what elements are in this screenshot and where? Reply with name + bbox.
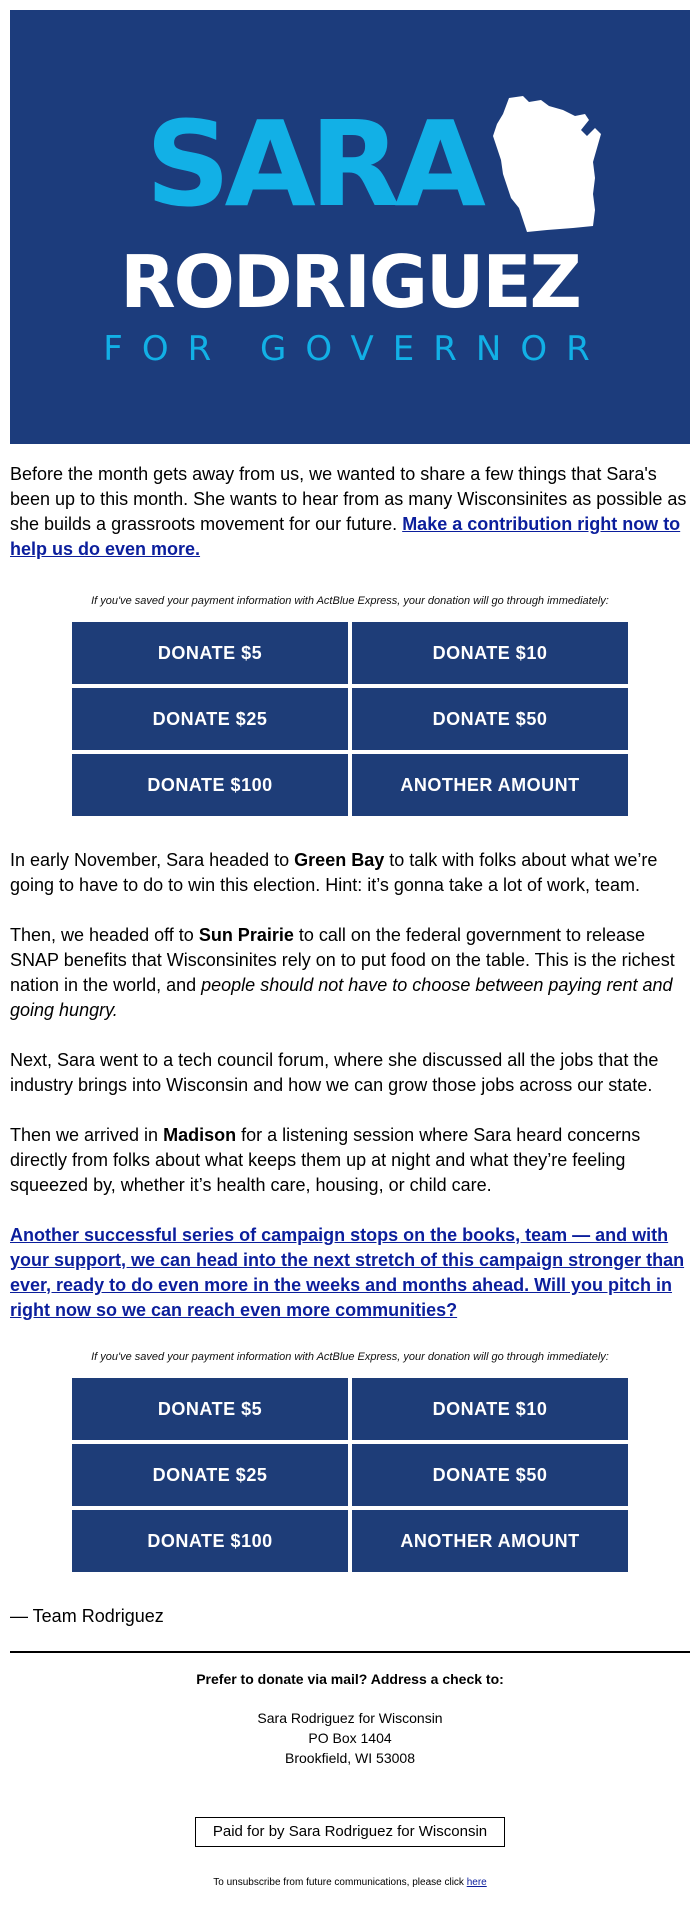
contribute-link[interactable]: Make a contribution right now to help us do even more. (10, 514, 681, 559)
mail-address-line2: PO Box 1404 (308, 1730, 392, 1746)
logo-last-name: RODRIGUEZ (120, 240, 580, 324)
pitch-in-link[interactable]: Another successful series of campaign stops on the books, team — and with your support, we can head into the next stretch of this campaign stronger than ever, ready to do even more in the weeks and months ahead. Will you pitch in right now so we can reach even more communities? (10, 1225, 685, 1320)
donate-25-button[interactable]: DONATE $25 (72, 688, 348, 750)
madison-pre: Then we arrived in (10, 1125, 164, 1145)
donate-50-button[interactable]: DONATE $50 (352, 688, 628, 750)
mail-address-line3: Brookfield, WI 53008 (285, 1750, 415, 1766)
donate-5-button-2[interactable]: DONATE $5 (72, 1378, 348, 1440)
sun-prairie-mid: to call on the federal government to release SNAP benefits that Wisconsinites rely on to put food on the table. This is the richest nation in the world, and (10, 925, 675, 995)
sun-prairie-bold: Sun Prairie (198, 925, 294, 945)
unsubscribe-link[interactable]: here (466, 1877, 487, 1888)
intro-text: Before the month gets away from us, we wanted to share a few things that Sara's been up to this month. She wants to hear from as many Wisconsinites as possible as she builds a grassroots movement for our future. (10, 464, 687, 534)
footer-divider (10, 1651, 690, 1653)
donate-100-button-2[interactable]: DONATE $100 (72, 1510, 348, 1572)
mail-address-line1: Sara Rodriguez for Wisconsin (257, 1710, 443, 1726)
unsubscribe-line (10, 1876, 690, 1889)
donate-100-button[interactable]: DONATE $100 (72, 754, 348, 816)
donate-other-button-2[interactable]: ANOTHER AMOUNT (352, 1510, 628, 1572)
tech-forum-paragraph: Next, Sara went to a tech council forum, where she discussed all the jobs that the industry brings into Wisconsin and how we can grow those jobs across our state. (10, 1050, 659, 1095)
cta-paragraph (10, 1223, 690, 1323)
green-bay-post: to talk with folks about what we’re going to have to do to win this election. Hint: it’s gonna take a lot of work, team. (10, 850, 658, 895)
express-note: If you've saved your payment information with ActBlue Express, your donation will go through immediately: (91, 595, 609, 607)
sun-prairie-italic: people should not have to choose between paying rent and going hungry. (10, 975, 673, 1020)
madison-paragraph (10, 1123, 690, 1198)
donate-50-button-2[interactable]: DONATE $50 (352, 1444, 628, 1506)
campaign-logo-banner (10, 10, 690, 444)
green-bay-paragraph (10, 848, 690, 898)
green-bay-bold: Green Bay (294, 850, 385, 870)
logo-tagline: FOR GOVERNOR (103, 329, 609, 369)
intro-paragraph (10, 462, 690, 562)
signoff: — Team Rodriguez (10, 1606, 164, 1626)
donate-10-button-2[interactable]: DONATE $10 (352, 1378, 628, 1440)
unsubscribe-text: To unsubscribe from future communications, please click (213, 1877, 467, 1888)
sun-prairie-pre: Then, we headed off to (10, 925, 199, 945)
madison-post: for a listening session where Sara heard concerns directly from folks about what keeps them up at night and what they’re feeling squeezed by, whether it’s health care, housing, or child care. (10, 1125, 641, 1195)
mail-title: Prefer to donate via mail? Address a check to: (196, 1671, 504, 1687)
sun-prairie-paragraph (10, 923, 690, 1023)
donate-other-button[interactable]: ANOTHER AMOUNT (352, 754, 628, 816)
paid-for-disclaimer: Paid for by Sara Rodriguez for Wisconsin (195, 1817, 505, 1847)
madison-bold: Madison (163, 1125, 237, 1145)
green-bay-pre: In early November, Sara headed to (10, 850, 295, 870)
donate-5-button[interactable]: DONATE $5 (72, 622, 348, 684)
logo-first-name: SARA (145, 95, 480, 233)
wisconsin-state-icon (488, 90, 610, 236)
donate-10-button[interactable]: DONATE $10 (352, 622, 628, 684)
express-note-2: If you've saved your payment information with ActBlue Express, your donation will go through immediately: (91, 1351, 609, 1363)
donate-25-button-2[interactable]: DONATE $25 (72, 1444, 348, 1506)
